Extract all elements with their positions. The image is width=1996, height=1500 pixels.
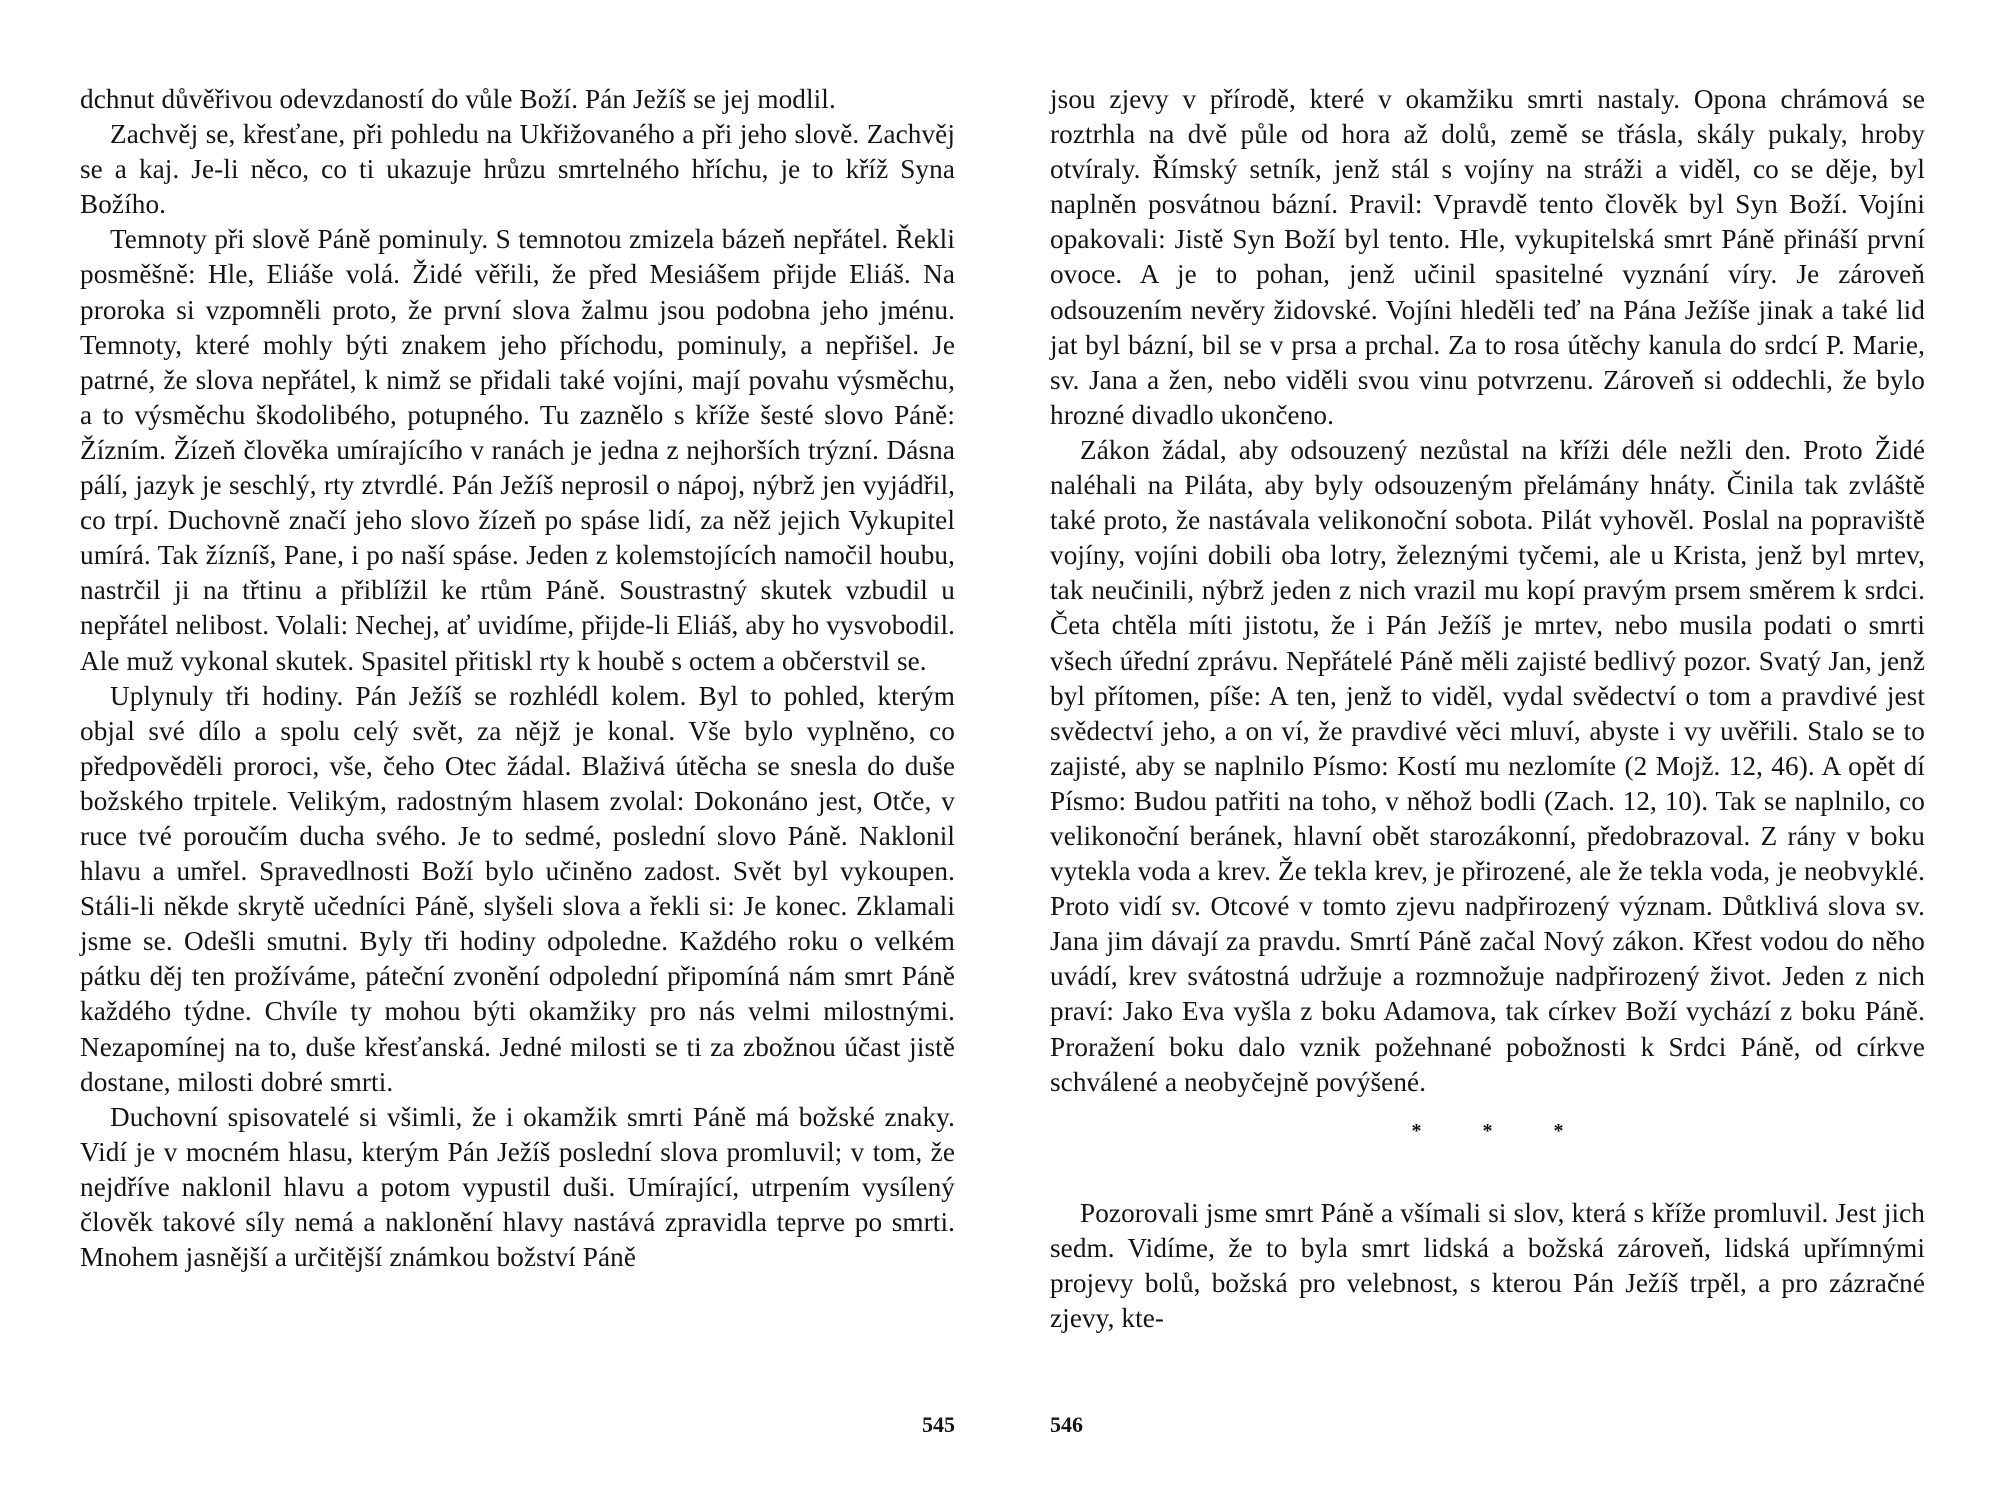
left-paragraph-2: Zachvěj se, křesťane, při pohledu na Ukřižovaného a při jeho slově. Zachvěj se a kaj. Je-li něco, co ti ukazuje hrůzu smrtelného hříchu, je to kříž Syna Božího. [80, 119, 955, 220]
right-page-number: 546 [1050, 1412, 1083, 1437]
right-page-text [1050, 82, 1925, 1336]
right-paragraph-1: jsou zjevy v přírodě, které v okamžiku smrti nastaly. Opona chrámová se roztrhla na dvě půle od hora až dolů, země se třásla, skály pukaly, hroby otvíraly. Římský setník, jenž stál s vojíny na stráži a viděl, co se děje, byl naplněn posvátnou bázní. Pravil: Vpravdě tento člověk byl Syn Boží. Vojíni opakovali: Jistě Syn Boží byl tento. Hle, vykupitelská smrt Páně přináší první ovoce. A je to pohan, jenž učinil spasitelné vyznání víry. Je zároveň odsouzením nevěry židovské. Vojíni hleděli teď na Pána Ježíše jinak a také lid jat byl bázní, bil se v prsa a prchal. Za to rosa útěchy kanula do srdcí P. Marie, sv. Jana a žen, nebo viděli svou vinu potvrzenu. Zároveň si oddechli, že bylo hrozné divadlo ukončeno. [1050, 84, 1925, 430]
left-paragraph-1: dchnut důvěřivou odevzdaností do vůle Boží. Pán Ježíš se jej modlil. [80, 84, 836, 114]
left-page-number: 545 [922, 1412, 955, 1437]
left-page-text [80, 82, 955, 1275]
right-closing-paragraph: Pozorovali jsme smrt Páně a všímali si slov, která s kříže promluvil. Jest jich sedm. Vidíme, že to byla smrt lidská a božská zároveň, lidská upřímnými projevy bolů, božská pro velebnost, s kterou Pán Ježíš trpěl, a pro zázračné zjevy, kte- [1050, 1197, 1925, 1333]
right-page [1050, 82, 1925, 1462]
left-paragraph-3: Temnoty při slově Páně pominuly. S temnotou zmizela bázeň nepřátel. Řekli posměšně: Hle, Eliáše volá. Židé věřili, že před Mesiášem přijde Eliáš. Na proroka si vzpomněli proto, že první slova žalmu jsou podobna jeho jménu. Temnoty, které mohly býti znakem jeho příchodu, pominuly, a nepřišel. Je patrné, že slova nepřátel, k nimž se přidali také vojíni, mají povahu výsměchu, a to výsměchu škodolibého, potupného. Tu zaznělo s kříže šesté slovo Páně: Žízním. Žízeň člověka umírajícího v ranách je jedna z nejhorších trýzní. Dásna pálí, jazyk je seschlý, rty ztvrdlé. Pán Ježíš neprosil o nápoj, nýbrž jen vyjádřil, co trpí. Duchovně značí jeho slovo žízeň po spáse lidí, za něž jejich Vykupitel umírá. Tak žízníš, Pane, i po naší spáse. Jeden z kolemstojících namočil houbu, nastrčil ji na třtinu a přiblížil ke rtům Páně. Soustrastný skutek vzbudil u nepřátel nelibost. Volali: Nechej, ať uvidíme, přijde-li Eliáš, aby ho vysvobodil. Ale muž vykonal skutek. Spasitel přitiskl rty k houbě s octem a občerstvil se. [80, 224, 955, 676]
section-separator: * * * [1411, 1119, 1592, 1142]
left-paragraph-4: Uplynuly tři hodiny. Pán Ježíš se rozhlédl kolem. Byl to pohled, kterým objal své dílo a spolu celý svět, za nějž je konal. Vše bylo vyplněno, co předpověděli proroci, vše, čeho Otec žádal. Blaživá útěcha se snesla do duše božského trpitele. Velikým, radostným hlasem zvolal: Dokonáno jest, Otče, v ruce tvé poroučím ducha svého. Je to sedmé, poslední slovo Páně. Naklonil hlavu a umřel. Spravedlnosti Boží bylo učiněno zadost. Svět byl vykoupen. Stáli-li někde skrytě učedníci Páně, slyšeli slova a řekli si: Je konec. Zklamali jsme se. Odešli smutni. Byly tři hodiny odpoledne. Každého roku o velkém pátku děj ten prožíváme, páteční zvonění odpolední připomíná nám smrt Páně každého týdne. Chvíle ty mohou býti okamžiky pro nás velmi milostnými. Nezapomínej na to, duše křesťanská. Jedné milosti se ti za zbožnou účast jistě dostane, milosti dobré smrti. [80, 680, 955, 1097]
left-paragraph-5: Duchovní spisovatelé si všimli, že i okamžik smrti Páně má božské znaky. Vidí je v mocném hlasu, kterým Pán Ježíš poslední slova promluvil; v tom, že nejdříve naklonil hlavu a potom vypustil duši. Umírající, utrpením vysílený člověk takové síly nemá a naklonění hlavy nastává zpravidla teprve po smrti. Mnohem jasnější a určitější známkou božství Páně [80, 1101, 955, 1273]
left-page [80, 82, 955, 1462]
right-paragraph-2: Zákon žádal, aby odsouzený nezůstal na kříži déle nežli den. Proto Židé naléhali na Piláta, aby byly odsouzeným přelámány hnáty. Činila tak zvláště také proto, že nastávala velikonoční sobota. Pilát vyhověl. Poslal na popraviště vojíny, vojíni dobili oba lotry, železnými tyčemi, ale u Krista, jenž byl mrtev, tak neučinili, nýbrž jeden z nich vrazil mu kopí pravým prsem směrem k srdci. Četa chtěla míti jistotu, že i Pán Ježíš je mrtev, nebo musila podati o smrti všech úřední zprávu. Nepřátelé Páně měli zajisté bedlivý pozor. Svatý Jan, jenž byl přítomen, píše: A ten, jenž to viděl, vydal svědectví o tom a pravdivé jest svědectví jeho, a on ví, že pravdivé věci mluví, abyste i vy uvěřili. Stalo se to zajisté, aby se naplnilo Písmo: Kostí mu nezlomíte (2 Mojž. 12, 46). A opět dí Písmo: Budou patřiti na toho, v něhož bodli (Zach. 12, 10). Tak se naplnilo, co velikonoční beránek, hlavní obět starozákonní, předobrazoval. Z rány v boku vytekla voda a krev. Že tekla krev, je přirozené, ale že tekla voda, je neobvyklé. Proto vidí sv. Otcové v tomto zjevu nadpřirozený význam. Důtklivá slova sv. Jana jim dávají za pravdu. Smrtí Páně začal Nový zákon. Křest vodou do něho uvádí, krev svátostná udržuje a rozmnožuje nadpřirozený život. Jeden z nich praví: Jako Eva vyšla z boku Adamova, tak církev Boží vychází z boku Páně. Proražení boku dalo vznik požehnané pobožnosti k Srdci Páně, od církve schválené a neobyčejně povýšené. [1050, 434, 1925, 1097]
